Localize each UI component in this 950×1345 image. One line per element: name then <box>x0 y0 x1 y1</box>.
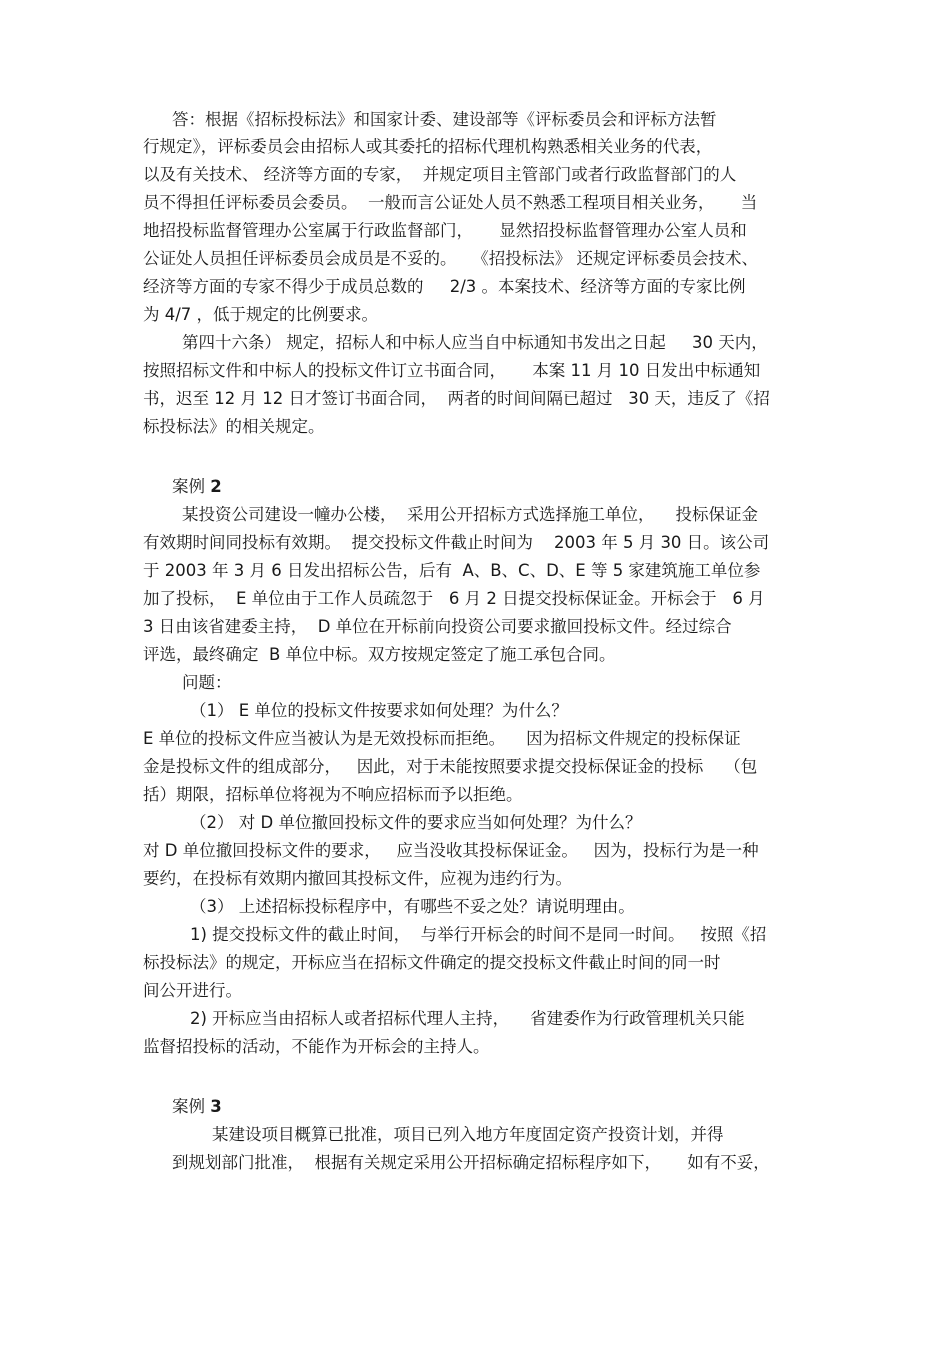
text-line <box>190 895 635 919</box>
text-line <box>143 415 325 439</box>
text-line <box>182 503 758 527</box>
text-line-content: 标投标法》的规定，开标应当在招标文件确定的提交投标文件截止时间的同一时 <box>143 953 721 972</box>
text-line-content: 以及有关技术、 经济等方面的专家， 并规定项目主管部门或者行政监督部门的人 <box>143 165 737 184</box>
text-line-content: 按照招标文件和中标人的投标文件订立书面合同， 本案 11 月 10 日发出中标通知 <box>143 361 761 380</box>
text-line <box>212 1123 724 1147</box>
text-line-content: （1） E 单位的投标文件按要求如何处理？为什么？ <box>190 701 568 720</box>
text-line-content: 监督招投标的活动，不能作为开标会的主持人。 <box>143 1037 490 1056</box>
text-line-content: 到规划部门批准， 根据有关规定采用公开招标确定招标程序如下， 如有不妥， <box>172 1153 770 1172</box>
text-line <box>182 671 232 695</box>
text-line <box>143 783 523 807</box>
text-line <box>143 643 616 667</box>
case-number: 2 <box>210 477 222 496</box>
text-line-content: 于 2003 年 3 月 6 日发出招标公告，后有 A、B、C、D、E 等 5 家建筑施工单位参 <box>143 561 761 580</box>
text-line <box>143 219 747 243</box>
text-line-content: 问题： <box>182 673 232 692</box>
text-line <box>190 699 568 723</box>
text-line <box>143 359 760 383</box>
text-line <box>143 247 758 271</box>
text-line <box>190 1007 745 1031</box>
text-line-content: 为 4/7 ，低于规定的比例要求。 <box>143 305 379 324</box>
text-line-content: 金是投标文件的组成部分， 因此，对于未能按照要求提交投标保证金的投标 （包 <box>143 757 758 776</box>
text-line <box>143 303 378 327</box>
text-line-content: 案例 <box>172 477 211 496</box>
text-line <box>143 979 242 1003</box>
text-line-content: 评选，最终确定 B 单位中标。双方按规定签定了施工承包合同。 <box>143 645 616 664</box>
text-line <box>143 135 712 159</box>
text-line <box>143 275 746 299</box>
text-line <box>143 755 757 779</box>
text-line <box>143 727 741 751</box>
text-line-content: E 单位的投标文件应当被认为是无效投标而拒绝。 因为招标文件规定的投标保证 <box>143 729 741 748</box>
text-line-content: 第四十六条） 规定，招标人和中标人应当自中标通知书发出之日起 30 天内， <box>182 333 768 352</box>
text-line-content: 行规定》，评标委员会由招标人或其委托的招标代理机构熟悉相关业务的代表， <box>143 137 713 156</box>
text-line-content: 要约，在投标有效期内撤回其投标文件，应视为违约行为。 <box>143 869 572 888</box>
text-line <box>143 387 770 411</box>
text-line-content: 案例 <box>172 1097 211 1116</box>
text-line-content: 2) 开标应当由招标人或者招标代理人主持， 省建委作为行政管理机关只能 <box>190 1009 745 1028</box>
text-line-content: 对 D 单位撤回投标文件的要求， 应当没收其投标保证金。 因为，投标行为是一种 <box>143 841 759 860</box>
text-line-content: （3） 上述招标投标程序中，有哪些不妥之处？请说明理由。 <box>190 897 635 916</box>
text-line <box>143 163 736 187</box>
text-line-content: 地招投标监督管理办公室属于行政监督部门， 显然招投标监督管理办公室人员和 <box>143 221 747 240</box>
text-line <box>172 1095 222 1119</box>
text-line-content: 经济等方面的专家不得少于成员总数的 2/3 。本案技术、经济等方面的专家比例 <box>143 277 746 296</box>
text-line <box>143 191 757 215</box>
text-line-content: 3 日由该省建委主持， D 单位在开标前向投资公司要求撤回投标文件。经过综合 <box>143 617 732 636</box>
text-line-content: 书，迟至 12 月 12 日才签订书面合同， 两者的时间间隔已超过 30 天，违反了《招 <box>143 389 770 408</box>
text-line-content: 某投资公司建设一幢办公楼， 采用公开招标方式选择施工单位， 投标保证金 <box>182 505 758 524</box>
text-line <box>172 475 222 499</box>
text-line-content: 员不得担任评标委员会委员。 一般而言公证处人员不熟悉工程项目相关业务， 当 <box>143 193 758 212</box>
text-line-content: 加了投标， E 单位由于工作人员疏忽于 6 月 2 日提交投标保证金。开标会于 6 月 <box>143 589 765 608</box>
text-line-content: 1) 提交投标文件的截止时间， 与举行开标会的时间不是同一时间。 按照《招 <box>190 925 767 944</box>
text-line <box>182 331 768 355</box>
text-line-content: 标投标法》的相关规定。 <box>143 417 325 436</box>
text-line-content: 括）期限，招标单位将视为不响应招标而予以拒绝。 <box>143 785 523 804</box>
text-line <box>143 1035 490 1059</box>
text-line <box>190 923 766 947</box>
text-line <box>143 839 759 863</box>
text-line-content: 间公开进行。 <box>143 981 242 1000</box>
text-line-content: （2） 对 D 单位撤回投标文件的要求应当如何处理？为什么？ <box>190 813 642 832</box>
text-line <box>143 559 760 583</box>
text-line-content: 答：根据《招标投标法》和国家计委、建设部等《评标委员会和评标方法暂 <box>172 110 717 129</box>
text-line-content: 某建设项目概算已批准，项目已列入地方年度固定资产投资计划，并得 <box>212 1125 724 1144</box>
text-line-content: 公证处人员担任评标委员会成员是不妥的。 《招投标法》 还规定评标委员会技术、 <box>143 249 758 268</box>
case-number: 3 <box>210 1097 222 1116</box>
text-line <box>190 811 641 835</box>
text-line <box>143 867 572 891</box>
text-line <box>143 587 765 611</box>
text-line <box>172 108 717 132</box>
text-line <box>143 531 769 555</box>
text-line <box>143 951 721 975</box>
text-line <box>172 1151 770 1175</box>
text-line <box>143 615 732 639</box>
text-line-content: 有效期时间同投标有效期。 提交投标文件截止时间为 2003 年 5 月 30 日。该公司 <box>143 533 770 552</box>
